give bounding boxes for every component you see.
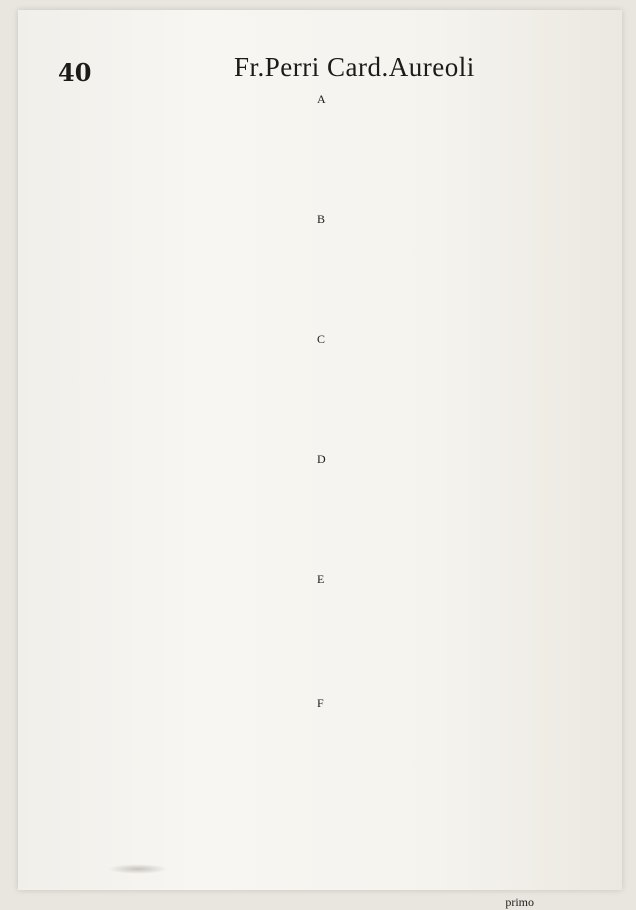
margin-letter-d: D <box>317 452 326 466</box>
margin-letter-a: A <box>317 92 326 106</box>
running-head: Fr.Perri Card.Aureoli <box>234 52 475 82</box>
margin-letter-b: B <box>317 212 326 226</box>
catchword: primo <box>505 895 534 909</box>
ink-smudge <box>108 864 168 874</box>
margin-letter-f: F <box>317 696 324 710</box>
margin-letter-c: C <box>317 332 326 346</box>
book-page <box>18 10 622 909</box>
margin-section-letters <box>314 92 334 852</box>
margin-letter-e: E <box>317 572 325 586</box>
page-number: 40 <box>58 58 92 87</box>
